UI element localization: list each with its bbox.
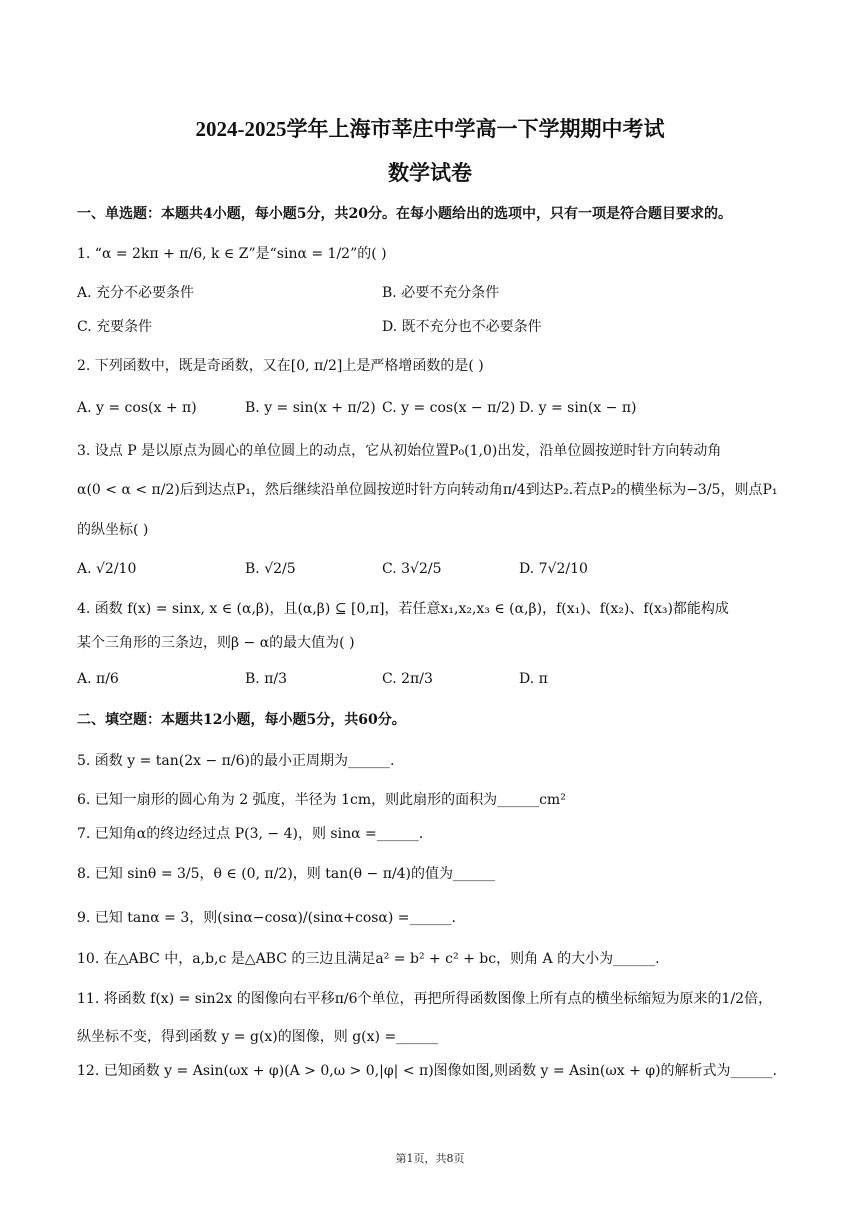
question-4-option-c: C. 2π/3 [382,671,433,687]
exam-title: 2024-2025学年上海市莘庄中学高一下学期期中考试 [195,117,665,141]
question-2-option-b: B. y = sin(x + π/2) [245,400,376,416]
question-1-stem: 1. “α = 2kπ + π/6, k ∈ Z”是“sinα = 1/2”的( ) [77,246,387,262]
question-9: 9. 已知 tanα = 3，则(sinα−cosα)/(sinα+cosα) =______. [77,910,456,926]
question-1-option-c: C. 充要条件 [77,319,153,335]
exam-subtitle: 数学试卷 [388,161,472,185]
section-2-heading: 二、填空题：本题共12小题，每小题5分，共60分。 [77,712,406,728]
question-4-line-2: 某个三角形的三条边，则β − α的最大值为( ) [77,635,355,651]
question-12: 12. 已知函数 y = Asin(ωx + φ)(A > 0,ω > 0,|φ| < π)图像如图,则函数 y = Asin(ωx + φ)的解析式为______. [77,1063,778,1079]
question-3-option-a: A. √2/10 [77,561,137,577]
question-6: 6. 已知一扇形的圆心角为 2 弧度，半径为 1cm，则此扇形的面积为______cm² [77,792,566,808]
question-1-option-a: A. 充分不必要条件 [77,285,195,301]
question-4-option-b: B. π/3 [245,671,288,687]
question-3-line-1: 3. 设点 P 是以原点为圆心的单位圆上的动点，它从初始位置P₀(1,0)出发，沿单位圆按逆时针方向转动角 [77,443,722,459]
question-4-line-1: 4. 函数 f(x) = sinx, x ∈ (α,β)，且(α,β) ⊆ [0,π]，若任意x₁,x₂,x₃ ∈ (α,β)，f(x₁)、f(x₂)、f(x₃)都能构成 [77,601,729,617]
question-1-option-b: B. 必要不充分条件 [382,285,500,301]
question-3-option-c: C. 3√2/5 [382,561,442,577]
question-3-line-2: α(0 < α < π/2)后到达点P₁，然后继续沿单位圆按逆时针方向转动角π/4到达P₂.若点P₂的横坐标为−3/5，则点P₁ [77,482,778,498]
section-1-heading: 一、单选题：本题共4小题，每小题5分，共20分。在每小题给出的选项中，只有一项是符合题目要求的。 [77,206,732,222]
question-4-option-d: D. π [519,671,548,687]
question-2-stem: 2. 下列函数中，既是奇函数，又在[0, π/2]上是严格增函数的是( ) [77,358,484,374]
question-3-option-d: D. 7√2/10 [519,561,588,577]
question-4-option-a: A. π/6 [77,671,119,687]
question-2-option-d: D. y = sin(x − π) [519,400,637,416]
page-footer: 第1页，共8页 [395,1152,465,1165]
question-11-line-2: 纵坐标不变，得到函数 y = g(x)的图像，则 g(x) =______ [77,1029,439,1045]
question-2-option-a: A. y = cos(x + π) [77,400,197,416]
question-11-line-1: 11. 将函数 f(x) = sin2x 的图像向右平移π/6个单位，再把所得函数图像上所有点的横坐标缩短为原来的1/2倍， [77,991,773,1007]
question-2-option-c: C. y = cos(x − π/2) [382,400,516,416]
question-10: 10. 在△ABC 中，a,b,c 是△ABC 的三边且满足a² = b² + c² + bc，则角 A 的大小为______. [77,951,660,967]
question-1-option-d: D. 既不充分也不必要条件 [382,319,542,335]
question-8: 8. 已知 sinθ = 3/5，θ ∈ (0, π/2)，则 tan(θ − π/4)的值为______ [77,866,496,882]
question-7: 7. 已知角α的终边经过点 P(3, − 4)，则 sinα =______. [77,826,424,842]
question-3-line-3: 的纵坐标( ) [77,522,149,538]
question-3-option-b: B. √2/5 [245,561,296,577]
question-5: 5. 函数 y = tan(2x − π/6)的最小正周期为______. [77,753,395,769]
